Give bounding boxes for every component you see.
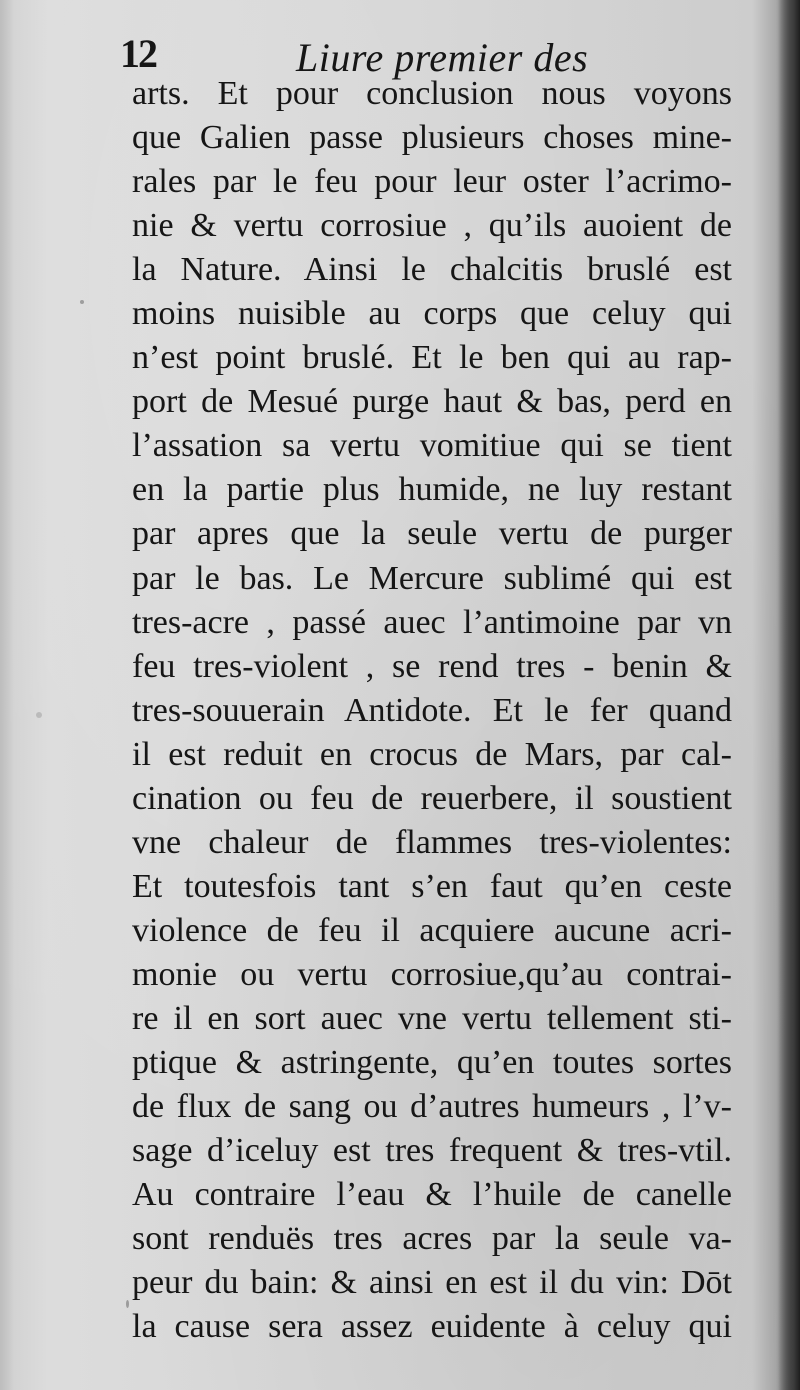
text-line: violence de feu il acquiere aucune acri-: [132, 911, 732, 949]
text-line: par le bas. Le Mercure sublimé qui est: [132, 559, 732, 597]
text-line: de flux de sang ou d’autres humeurs , l’v-: [132, 1088, 732, 1126]
running-head-title: Liure premier des: [296, 35, 589, 80]
text-line: nie & vertu corrosiue , qu’ils auoient de: [132, 207, 732, 245]
text-line: ptique & astringente, qu’en toutes sortes: [132, 1044, 732, 1082]
page-left-edge: [0, 0, 14, 1390]
text-line: l’assation sa vertu vomitiue qui se tient: [132, 427, 732, 465]
text-line: moins nuisible au corps que celuy qui: [132, 295, 732, 333]
text-line: la cause sera assez euidente à celuy qui: [132, 1308, 732, 1346]
text-line: re il en sort auec vne vertu tellement sti-: [132, 999, 732, 1037]
text-line: que Galien passe plusieurs choses mine-: [132, 119, 732, 157]
text-line: sage d’iceluy est tres frequent & tres-vtil.: [132, 1132, 732, 1170]
text-line: la Nature. Ainsi le chalcitis bruslé est: [132, 251, 732, 289]
text-line: n’est point bruslé. Et le ben qui au rap-: [132, 339, 732, 377]
text-line: monie ou vertu corrosiue,qu’au contrai-: [132, 955, 732, 993]
text-line: par apres que la seule vertu de purger: [132, 515, 732, 553]
text-line: tres-acre , passé auec l’antimoine par vn: [132, 603, 732, 641]
text-line: arts. Et pour conclusion nous voyons: [132, 75, 732, 112]
text-line: Et toutesfois tant s’en faut qu’en ceste: [132, 867, 732, 905]
text-line: cination ou feu de reuerbere, il soustient: [132, 779, 732, 817]
text-line: feu tres-violent , se rend tres - benin &: [132, 647, 732, 685]
text-line: tres-souuerain Antidote. Et le fer quand: [132, 691, 732, 729]
text-line: peur du bain: & ainsi en est il du vin: Dōt: [132, 1264, 732, 1302]
text-line: rales par le feu pour leur oster l’acrimo-: [132, 163, 732, 201]
text-line: vne chaleur de flammes tres-violentes:: [132, 823, 732, 861]
text-line: en la partie plus humide, ne luy restant: [132, 471, 732, 509]
page-gutter-shadow: [778, 0, 800, 1390]
text-line: port de Mesué purge haut & bas, perd en: [132, 383, 732, 421]
paper-speck: [80, 300, 84, 304]
text-line: Au contraire l’eau & l’huile de canelle: [132, 1176, 732, 1214]
paper-speck: [36, 712, 42, 718]
page-number: 12: [120, 31, 156, 76]
text-line: sont renduës tres acres par la seule va-: [132, 1220, 732, 1258]
paper-speck: [126, 1300, 129, 1308]
text-line: il est reduit en crocus de Mars, par cal-: [132, 735, 732, 773]
body-text: [132, 72, 732, 1349]
